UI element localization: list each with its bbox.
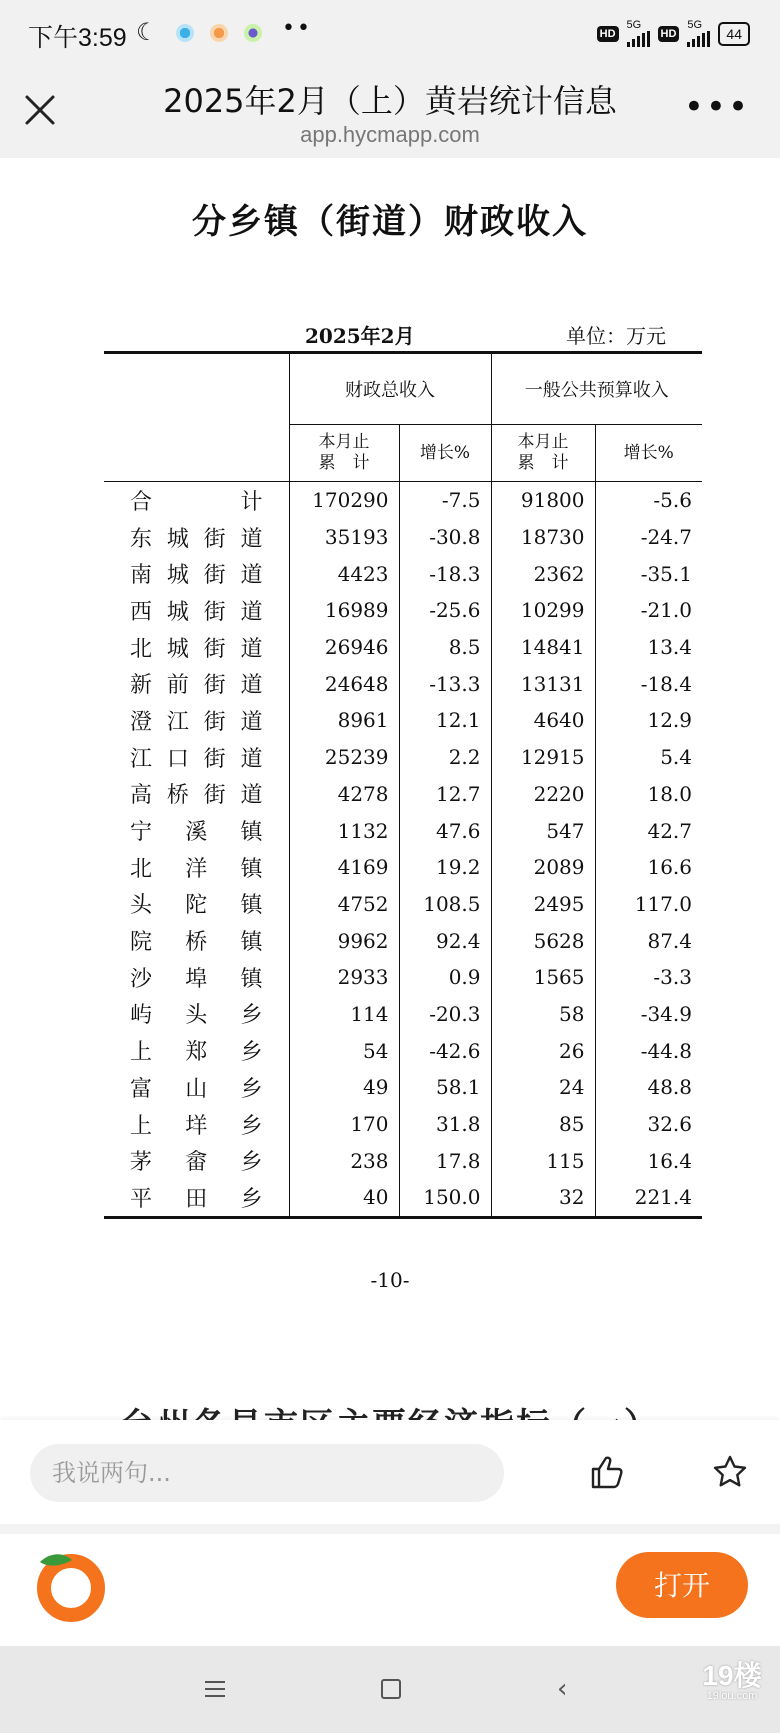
budget-cumulative-cell: 4640 [491, 702, 595, 739]
total-growth-cell: 12.1 [399, 702, 491, 739]
table-header-total-revenue: 财政总收入 [289, 353, 491, 425]
table-row [104, 1179, 702, 1217]
budget-growth-cell: -21.0 [595, 592, 702, 629]
total-growth-cell: -13.3 [399, 665, 491, 702]
comment-bar [0, 1420, 780, 1524]
table-body [104, 482, 702, 1218]
battery-icon: 44 [718, 22, 750, 46]
document-view [0, 158, 780, 1420]
table-row [104, 959, 702, 996]
total-cumulative-cell: 40 [289, 1179, 399, 1217]
budget-growth-cell: 42.7 [595, 812, 702, 849]
table-row [104, 849, 702, 886]
row-name: 东城街道 [130, 526, 263, 552]
page-title: 2025年2月（上）黄岩统计信息 [163, 82, 617, 120]
row-name: 屿头乡 [130, 1003, 263, 1029]
total-growth-cell: -20.3 [399, 996, 491, 1033]
budget-cumulative-cell: 91800 [491, 482, 595, 519]
budget-growth-cell: 221.4 [595, 1179, 702, 1217]
row-name: 江口街道 [130, 746, 263, 772]
total-cumulative-cell: 49 [289, 1069, 399, 1106]
total-cumulative-cell: 1132 [289, 812, 399, 849]
total-cumulative-cell: 4278 [289, 776, 399, 813]
total-growth-cell: 8.5 [399, 629, 491, 666]
total-growth-cell: -18.3 [399, 555, 491, 592]
signal-icon: 5G [627, 20, 650, 47]
revenue-table [104, 351, 702, 1219]
budget-growth-cell: 16.6 [595, 849, 702, 886]
row-name: 新前街道 [130, 673, 263, 699]
total-cumulative-cell: 54 [289, 1032, 399, 1069]
table-period: 2025年2月 [305, 324, 415, 348]
row-name: 澄江街道 [130, 709, 263, 735]
table-row [104, 996, 702, 1033]
budget-cumulative-cell: 13131 [491, 665, 595, 702]
budget-cumulative-cell: 547 [491, 812, 595, 849]
total-growth-cell: 150.0 [399, 1179, 491, 1217]
table-row [104, 519, 702, 556]
total-growth-cell: 2.2 [399, 739, 491, 776]
row-name: 平田乡 [104, 1179, 289, 1217]
table-row [104, 702, 702, 739]
watermark: 19楼 19lou.com [702, 1660, 762, 1702]
table-row [104, 629, 702, 666]
budget-growth-cell: -24.7 [595, 519, 702, 556]
budget-growth-cell: 117.0 [595, 886, 702, 923]
budget-cumulative-cell: 12915 [491, 739, 595, 776]
budget-growth-cell: 48.8 [595, 1069, 702, 1106]
more-menu-icon[interactable]: ••• [683, 87, 750, 127]
table-header-cumulative: 本月止 累 计 [491, 425, 595, 482]
table-row [104, 812, 702, 849]
budget-cumulative-cell: 2362 [491, 555, 595, 592]
document-title: 分乡镇（街道）财政收入 [192, 202, 588, 242]
budget-growth-cell: 87.4 [595, 922, 702, 959]
row-name: 上郑乡 [130, 1040, 263, 1066]
budget-cumulative-cell: 18730 [491, 519, 595, 556]
total-growth-cell: 108.5 [399, 886, 491, 923]
total-growth-cell: 19.2 [399, 849, 491, 886]
total-growth-cell: 47.6 [399, 812, 491, 849]
total-cumulative-cell: 8961 [289, 702, 399, 739]
budget-cumulative-cell: 14841 [491, 629, 595, 666]
app-notification-icon [244, 24, 262, 42]
budget-growth-cell: 32.6 [595, 1106, 702, 1143]
row-name: 沙埠镇 [130, 966, 263, 992]
table-row [104, 886, 702, 923]
budget-cumulative-cell: 1565 [491, 959, 595, 996]
table-row [104, 665, 702, 702]
table-header-cumulative: 本月止 累 计 [289, 425, 399, 482]
budget-cumulative-cell: 10299 [491, 592, 595, 629]
total-cumulative-cell: 114 [289, 996, 399, 1033]
budget-growth-cell: 5.4 [595, 739, 702, 776]
total-cumulative-cell: 4169 [289, 849, 399, 886]
total-growth-cell: -30.8 [399, 519, 491, 556]
total-growth-cell: 12.7 [399, 776, 491, 813]
table-row [104, 555, 702, 592]
app-banner [0, 1534, 780, 1646]
row-name: 宁溪镇 [130, 820, 263, 846]
total-cumulative-cell: 170 [289, 1106, 399, 1143]
row-name: 合计 [104, 482, 289, 519]
status-time: 下午3:59 [28, 24, 127, 52]
table-header-growth: 增长% [399, 425, 491, 482]
total-growth-cell: -25.6 [399, 592, 491, 629]
budget-growth-cell: -44.8 [595, 1032, 702, 1069]
budget-growth-cell: 16.4 [595, 1142, 702, 1179]
row-name: 上垟乡 [130, 1113, 263, 1139]
app-logo-icon [34, 1548, 108, 1622]
budget-growth-cell: -35.1 [595, 555, 702, 592]
table-header-growth: 增长% [595, 425, 702, 482]
star-icon[interactable] [712, 1454, 748, 1490]
total-cumulative-cell: 26946 [289, 629, 399, 666]
like-icon[interactable] [590, 1454, 624, 1490]
hd-badge: HD [597, 26, 619, 42]
status-bar [0, 0, 780, 64]
table-row [104, 482, 702, 519]
total-cumulative-cell: 24648 [289, 665, 399, 702]
browser-header [0, 64, 780, 158]
row-name: 茅畲乡 [130, 1150, 263, 1176]
table-unit: 单位：万元 [566, 324, 666, 348]
row-name: 南城街道 [130, 563, 263, 589]
open-app-button[interactable]: 打开 [616, 1552, 748, 1618]
total-growth-cell: 31.8 [399, 1106, 491, 1143]
menu-icon[interactable] [204, 1680, 226, 1698]
total-growth-cell: 58.1 [399, 1069, 491, 1106]
row-name: 西城街道 [130, 599, 263, 625]
page-number: -10- [370, 1268, 410, 1292]
app-notification-icon [210, 24, 228, 42]
budget-cumulative-cell: 2495 [491, 886, 595, 923]
system-nav-bar [0, 1646, 780, 1733]
total-growth-cell: 92.4 [399, 922, 491, 959]
budget-cumulative-cell: 5628 [491, 922, 595, 959]
row-name: 北洋镇 [130, 856, 263, 882]
page-url: app.hycmapp.com [300, 122, 480, 147]
signal-icon: 5G [687, 20, 710, 47]
table-row [104, 922, 702, 959]
total-cumulative-cell: 170290 [289, 482, 399, 519]
total-cumulative-cell: 238 [289, 1142, 399, 1179]
budget-cumulative-cell: 85 [491, 1106, 595, 1143]
budget-cumulative-cell: 58 [491, 996, 595, 1033]
budget-cumulative-cell: 26 [491, 1032, 595, 1069]
total-growth-cell: 0.9 [399, 959, 491, 996]
budget-growth-cell: -34.9 [595, 996, 702, 1033]
budget-growth-cell: 12.9 [595, 702, 702, 739]
table-row [104, 592, 702, 629]
table-row [104, 1142, 702, 1179]
divider [0, 1524, 780, 1534]
budget-growth-cell: -18.4 [595, 665, 702, 702]
total-cumulative-cell: 16989 [289, 592, 399, 629]
total-growth-cell: -42.6 [399, 1032, 491, 1069]
budget-growth-cell: 13.4 [595, 629, 702, 666]
budget-growth-cell: -5.6 [595, 482, 702, 519]
table-header-budget-revenue: 一般公共预算收入 [491, 353, 702, 425]
total-cumulative-cell: 35193 [289, 519, 399, 556]
budget-cumulative-cell: 115 [491, 1142, 595, 1179]
more-notifications-icon: •• [282, 16, 312, 41]
total-cumulative-cell: 4752 [289, 886, 399, 923]
total-growth-cell: 17.8 [399, 1142, 491, 1179]
budget-cumulative-cell: 32 [491, 1179, 595, 1217]
table-row [104, 1106, 702, 1143]
budget-cumulative-cell: 2220 [491, 776, 595, 813]
total-cumulative-cell: 2933 [289, 959, 399, 996]
budget-growth-cell: -3.3 [595, 959, 702, 996]
row-name: 北城街道 [130, 636, 263, 662]
comment-input[interactable] [30, 1444, 504, 1502]
total-cumulative-cell: 9962 [289, 922, 399, 959]
total-cumulative-cell: 4423 [289, 555, 399, 592]
app-notification-icon [176, 24, 194, 42]
total-growth-cell: -7.5 [399, 482, 491, 519]
table-row [104, 1069, 702, 1106]
moon-icon: ☾ [136, 18, 158, 46]
budget-cumulative-cell: 2089 [491, 849, 595, 886]
back-icon[interactable]: ‹ [557, 1674, 568, 1704]
budget-cumulative-cell: 24 [491, 1069, 595, 1106]
table-row [104, 739, 702, 776]
row-name: 院桥镇 [130, 930, 263, 956]
row-name: 高桥街道 [130, 783, 263, 809]
total-cumulative-cell: 25239 [289, 739, 399, 776]
budget-growth-cell: 18.0 [595, 776, 702, 813]
table-row [104, 776, 702, 813]
home-icon[interactable] [381, 1679, 401, 1699]
hd-badge: HD [658, 26, 680, 42]
row-name: 富山乡 [130, 1076, 263, 1102]
table-row [104, 1032, 702, 1069]
table-header-corner [104, 353, 289, 482]
row-name: 头陀镇 [130, 893, 263, 919]
